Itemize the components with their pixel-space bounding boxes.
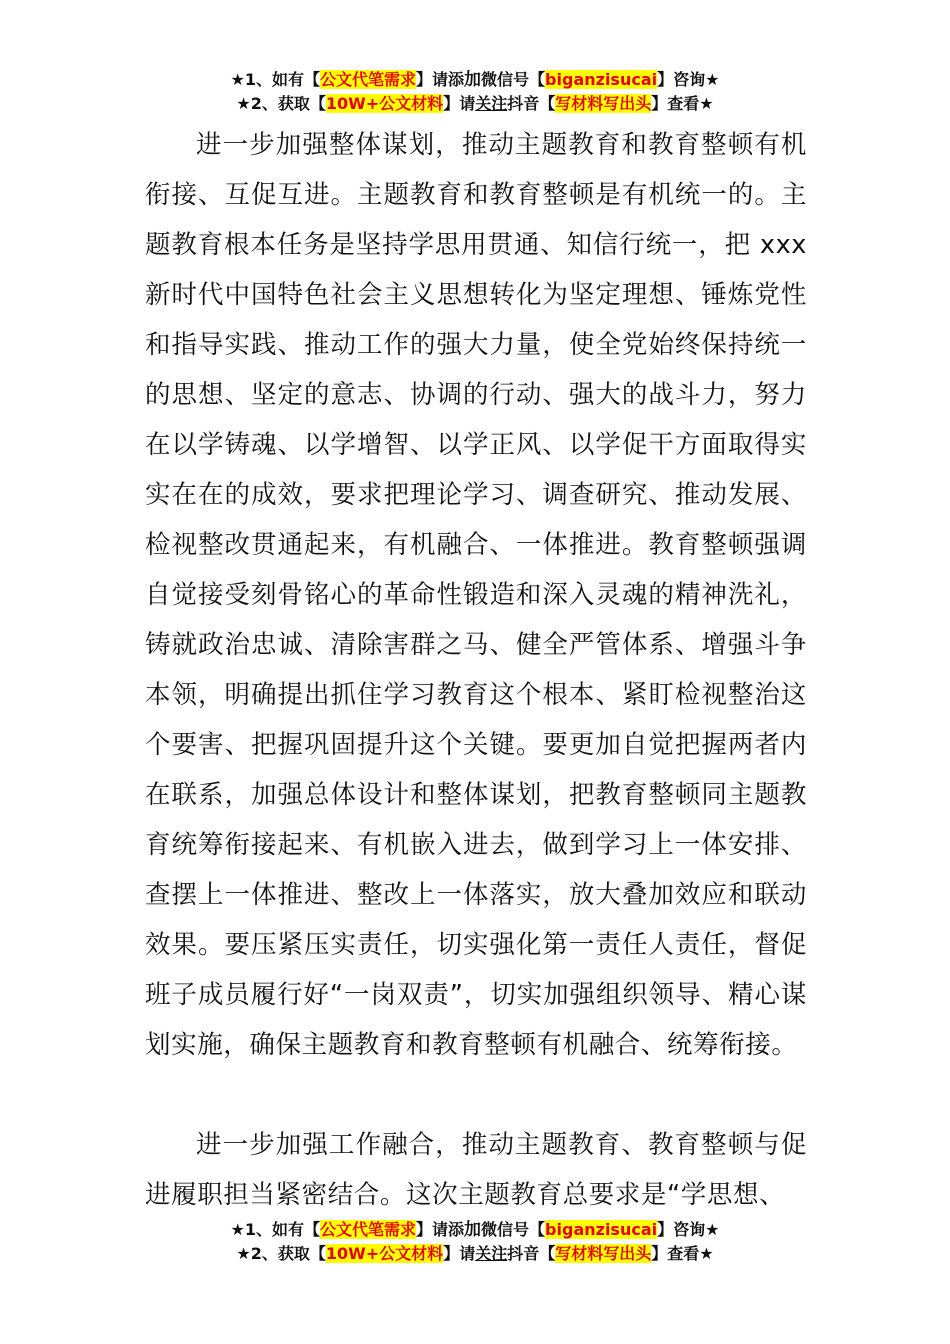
highlight-text: 10W+公文材料 (325, 1244, 444, 1263)
emphasis-text: 加 (464, 1220, 482, 1240)
banner-text: 】请 (443, 94, 476, 113)
banner-text: 】请添 (416, 70, 465, 89)
banner-text: 】请 (443, 1244, 476, 1263)
banner-text: 微信号【 (481, 70, 546, 89)
banner-text: 微信号【 (481, 1220, 546, 1239)
top-banner (0, 68, 950, 116)
banner-text: 抖音【 (507, 1244, 556, 1263)
document-body (145, 120, 807, 1220)
banner-text: 】咨询★ (657, 1220, 720, 1239)
wechat-id: biganzisucai (545, 1220, 658, 1239)
paragraph: 进一步加强整体谋划，推动主题教育和教育整顿有机衔接、互促互进。主题教育和教育整顿是有机统一的。主题教育根本任务是坚持学思用贯通、知信行统一，把 xxx 新时代中国特色社会主义思想转化为坚定理想、锤炼党性和指导实践、推动工作的强大力量，使全党始终保持统一的思想、坚定的意志、协调的行动、强大的战斗力，努力在以学铸魂、以学增智、以学正风、以学促干方面取得实实在在的成效，要求把理论学习、调查研究、推动发展、检视整改贯通起来，有机融合、一体推进。教育整顿强调自觉接受刻骨铭心的革命性锻造和深入灵魂的精神洗礼，铸就政治忠诚、清除害群之马、健全严管体系、增强斗争本领，明确提出抓住学习教育这个根本、紧盯检视整治这个要害、把握巩固提升这个关键。要更加自觉把握两者内在联系，加强总体设计和整体谋划，把教育整顿同主题教育统筹衔接起来、有机嵌入进去，做到学习上一体安排、查摆上一体推进、整改上一体落实，放大叠加效应和联动效果。要压紧压实责任，切实强化第一责任人责任，督促班子成员履行好“一岗双责”，切实加强组织领导、精心谋划实施，确保主题教育和教育整顿有机融合、统筹衔接。 (145, 130, 807, 1060)
banner-line-2 (0, 92, 950, 116)
douyin-id: 写材料写出头 (555, 1244, 652, 1263)
douyin-id: 写材料写出头 (555, 94, 652, 113)
banner-text: 】查看★ (651, 1244, 714, 1263)
paragraph: 进一步加强工作融合，推动主题教育、教育整顿与促进履职担当紧密结合。这次主题教育总要求是“学思想、 (145, 1130, 807, 1210)
banner-text: 】咨询★ (657, 70, 720, 89)
banner-text: 抖音【 (507, 94, 556, 113)
bottom-banner (0, 1218, 950, 1266)
banner-text: 】查看★ (651, 94, 714, 113)
emphasis-text: 加 (464, 70, 482, 90)
emphasis-text: 关注 (475, 1244, 508, 1263)
banner-text: ★1、如有【 (230, 70, 320, 89)
emphasis-text: 关注 (475, 94, 508, 113)
highlight-text: 公文代笔需求 (320, 70, 417, 89)
highlight-text: 10W+公文材料 (325, 94, 444, 113)
banner-text: ★1、如有【 (230, 1220, 320, 1239)
banner-text: ★2、获取【 (236, 1244, 326, 1263)
banner-line-1 (0, 1218, 950, 1242)
banner-text: 】请添 (416, 1220, 465, 1239)
highlight-text: 公文代笔需求 (320, 1220, 417, 1239)
banner-line-1 (0, 68, 950, 92)
banner-line-2 (0, 1242, 950, 1266)
wechat-id: biganzisucai (545, 70, 658, 89)
banner-text: ★2、获取【 (236, 94, 326, 113)
